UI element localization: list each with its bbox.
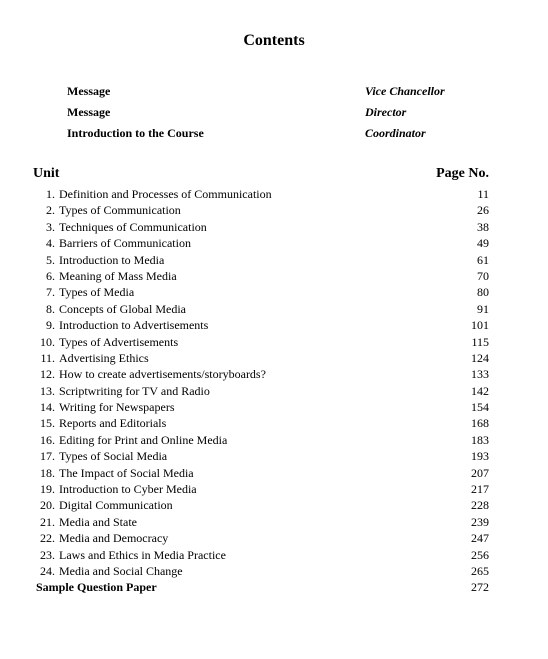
unit-number: 4. xyxy=(46,236,55,251)
unit-number: 17. xyxy=(40,449,55,464)
unit-page-number: 91 xyxy=(477,301,489,316)
list-item xyxy=(33,432,489,448)
unit-number: 9. xyxy=(46,318,55,333)
unit-page-number: 49 xyxy=(477,236,489,251)
front-matter-row xyxy=(67,102,467,123)
unit-number: 23. xyxy=(40,547,55,562)
unit-page-number: 101 xyxy=(471,318,489,333)
list-item xyxy=(33,219,489,235)
unit-list xyxy=(33,186,489,596)
page-title: Contents xyxy=(243,32,305,49)
unit-page-number: 193 xyxy=(471,449,489,464)
list-item xyxy=(33,530,489,546)
unit-number: 22. xyxy=(40,531,55,546)
unit-page-number: 247 xyxy=(471,531,489,546)
unit-number: 19. xyxy=(40,482,55,497)
unit-number: 13. xyxy=(40,383,55,398)
unit-page-number: 217 xyxy=(471,482,489,497)
list-item xyxy=(33,284,489,300)
toc-header xyxy=(33,166,489,182)
list-item xyxy=(33,252,489,268)
unit-title: Scriptwriting for TV and Radio xyxy=(59,383,210,398)
unit-number: 16. xyxy=(40,432,55,447)
list-item xyxy=(33,481,489,497)
front-matter-label: Message xyxy=(67,105,111,119)
front-matter-label: Message xyxy=(67,84,111,98)
unit-number: 6. xyxy=(46,268,55,283)
unit-column-header: Unit xyxy=(33,166,60,181)
unit-title: Types of Social Media xyxy=(59,449,168,464)
unit-number: 21. xyxy=(40,514,55,529)
unit-title: Media and State xyxy=(59,514,137,529)
front-matter-author: Vice Chancellor xyxy=(365,84,445,98)
page-column-header: Page No. xyxy=(436,166,489,181)
list-item xyxy=(33,268,489,284)
unit-page-number: 228 xyxy=(471,498,489,513)
unit-page-number: 80 xyxy=(477,285,489,300)
list-item xyxy=(33,514,489,530)
unit-page-number: 265 xyxy=(471,563,489,578)
unit-title: Writing for Newspapers xyxy=(59,400,175,415)
unit-title: Types of Advertisements xyxy=(59,334,179,349)
unit-title: Types of Media xyxy=(59,285,135,300)
unit-page-number: 26 xyxy=(477,203,489,218)
list-item xyxy=(33,383,489,399)
list-item xyxy=(33,301,489,317)
unit-page-number: 124 xyxy=(471,350,489,365)
unit-page-number: 115 xyxy=(471,334,489,349)
list-item xyxy=(33,317,489,333)
unit-page-number: 168 xyxy=(471,416,489,431)
unit-page-number: 70 xyxy=(477,268,489,283)
front-matter-author: Coordinator xyxy=(365,126,426,140)
unit-title: Meaning of Mass Media xyxy=(59,268,177,283)
unit-number: 2. xyxy=(46,203,55,218)
unit-page-number: 133 xyxy=(471,367,489,382)
unit-title: Laws and Ethics in Media Practice xyxy=(59,547,226,562)
unit-title: Editing for Print and Online Media xyxy=(59,432,228,447)
list-item xyxy=(33,563,489,579)
unit-title: Definition and Processes of Communication xyxy=(59,187,272,201)
sample-question-paper-row xyxy=(33,579,489,595)
unit-number: 12. xyxy=(40,367,55,382)
unit-number: 8. xyxy=(46,301,55,316)
unit-title: Techniques of Communication xyxy=(59,219,207,234)
unit-title: Barriers of Communication xyxy=(59,236,191,251)
list-item xyxy=(33,448,489,464)
sample-question-paper-page: 272 xyxy=(471,580,489,595)
front-matter-label: Introduction to the Course xyxy=(67,126,204,140)
unit-page-number: 38 xyxy=(477,219,489,234)
unit-number: 10. xyxy=(40,334,55,349)
unit-title: Media and Democracy xyxy=(59,531,169,546)
unit-title: Digital Communication xyxy=(59,498,173,513)
unit-page-number: 256 xyxy=(471,547,489,562)
list-item xyxy=(33,465,489,481)
list-item xyxy=(33,366,489,382)
list-item xyxy=(33,235,489,251)
unit-title: Introduction to Media xyxy=(59,252,165,267)
unit-page-number: 183 xyxy=(471,432,489,447)
list-item xyxy=(33,334,489,350)
unit-page-number: 207 xyxy=(471,465,489,480)
unit-number: 1. xyxy=(46,187,55,201)
list-item xyxy=(33,186,489,202)
unit-title: Media and Social Change xyxy=(59,563,183,578)
list-item xyxy=(33,202,489,218)
unit-title: The Impact of Social Media xyxy=(59,465,194,480)
front-matter xyxy=(67,81,467,144)
unit-page-number: 142 xyxy=(471,383,489,398)
unit-title: Introduction to Advertisements xyxy=(59,318,209,333)
unit-title: Introduction to Cyber Media xyxy=(59,482,197,497)
unit-title: Reports and Editorials xyxy=(59,416,167,431)
list-item xyxy=(33,399,489,415)
unit-title: Concepts of Global Media xyxy=(59,301,186,316)
unit-number: 7. xyxy=(46,285,55,300)
unit-title: How to create advertisements/storyboards? xyxy=(59,367,266,382)
unit-page-number: 61 xyxy=(477,252,489,267)
front-matter-row xyxy=(67,81,467,102)
sample-question-paper-title: Sample Question Paper xyxy=(36,580,157,595)
front-matter-row xyxy=(67,123,467,144)
unit-number: 18. xyxy=(40,465,55,480)
unit-number: 14. xyxy=(40,400,55,415)
unit-page-number: 11 xyxy=(477,187,489,201)
unit-number: 3. xyxy=(46,219,55,234)
unit-title: Types of Communication xyxy=(59,203,181,218)
list-item xyxy=(33,497,489,513)
list-item xyxy=(33,547,489,563)
unit-title: Advertising Ethics xyxy=(59,350,149,365)
unit-number: 20. xyxy=(40,498,55,513)
unit-number: 15. xyxy=(40,416,55,431)
unit-page-number: 239 xyxy=(471,514,489,529)
unit-number: 24. xyxy=(40,563,55,578)
unit-number: 11. xyxy=(40,350,55,365)
list-item xyxy=(33,415,489,431)
front-matter-author: Director xyxy=(365,105,407,119)
unit-number: 5. xyxy=(46,252,55,267)
list-item xyxy=(33,350,489,366)
unit-page-number: 154 xyxy=(471,400,489,415)
